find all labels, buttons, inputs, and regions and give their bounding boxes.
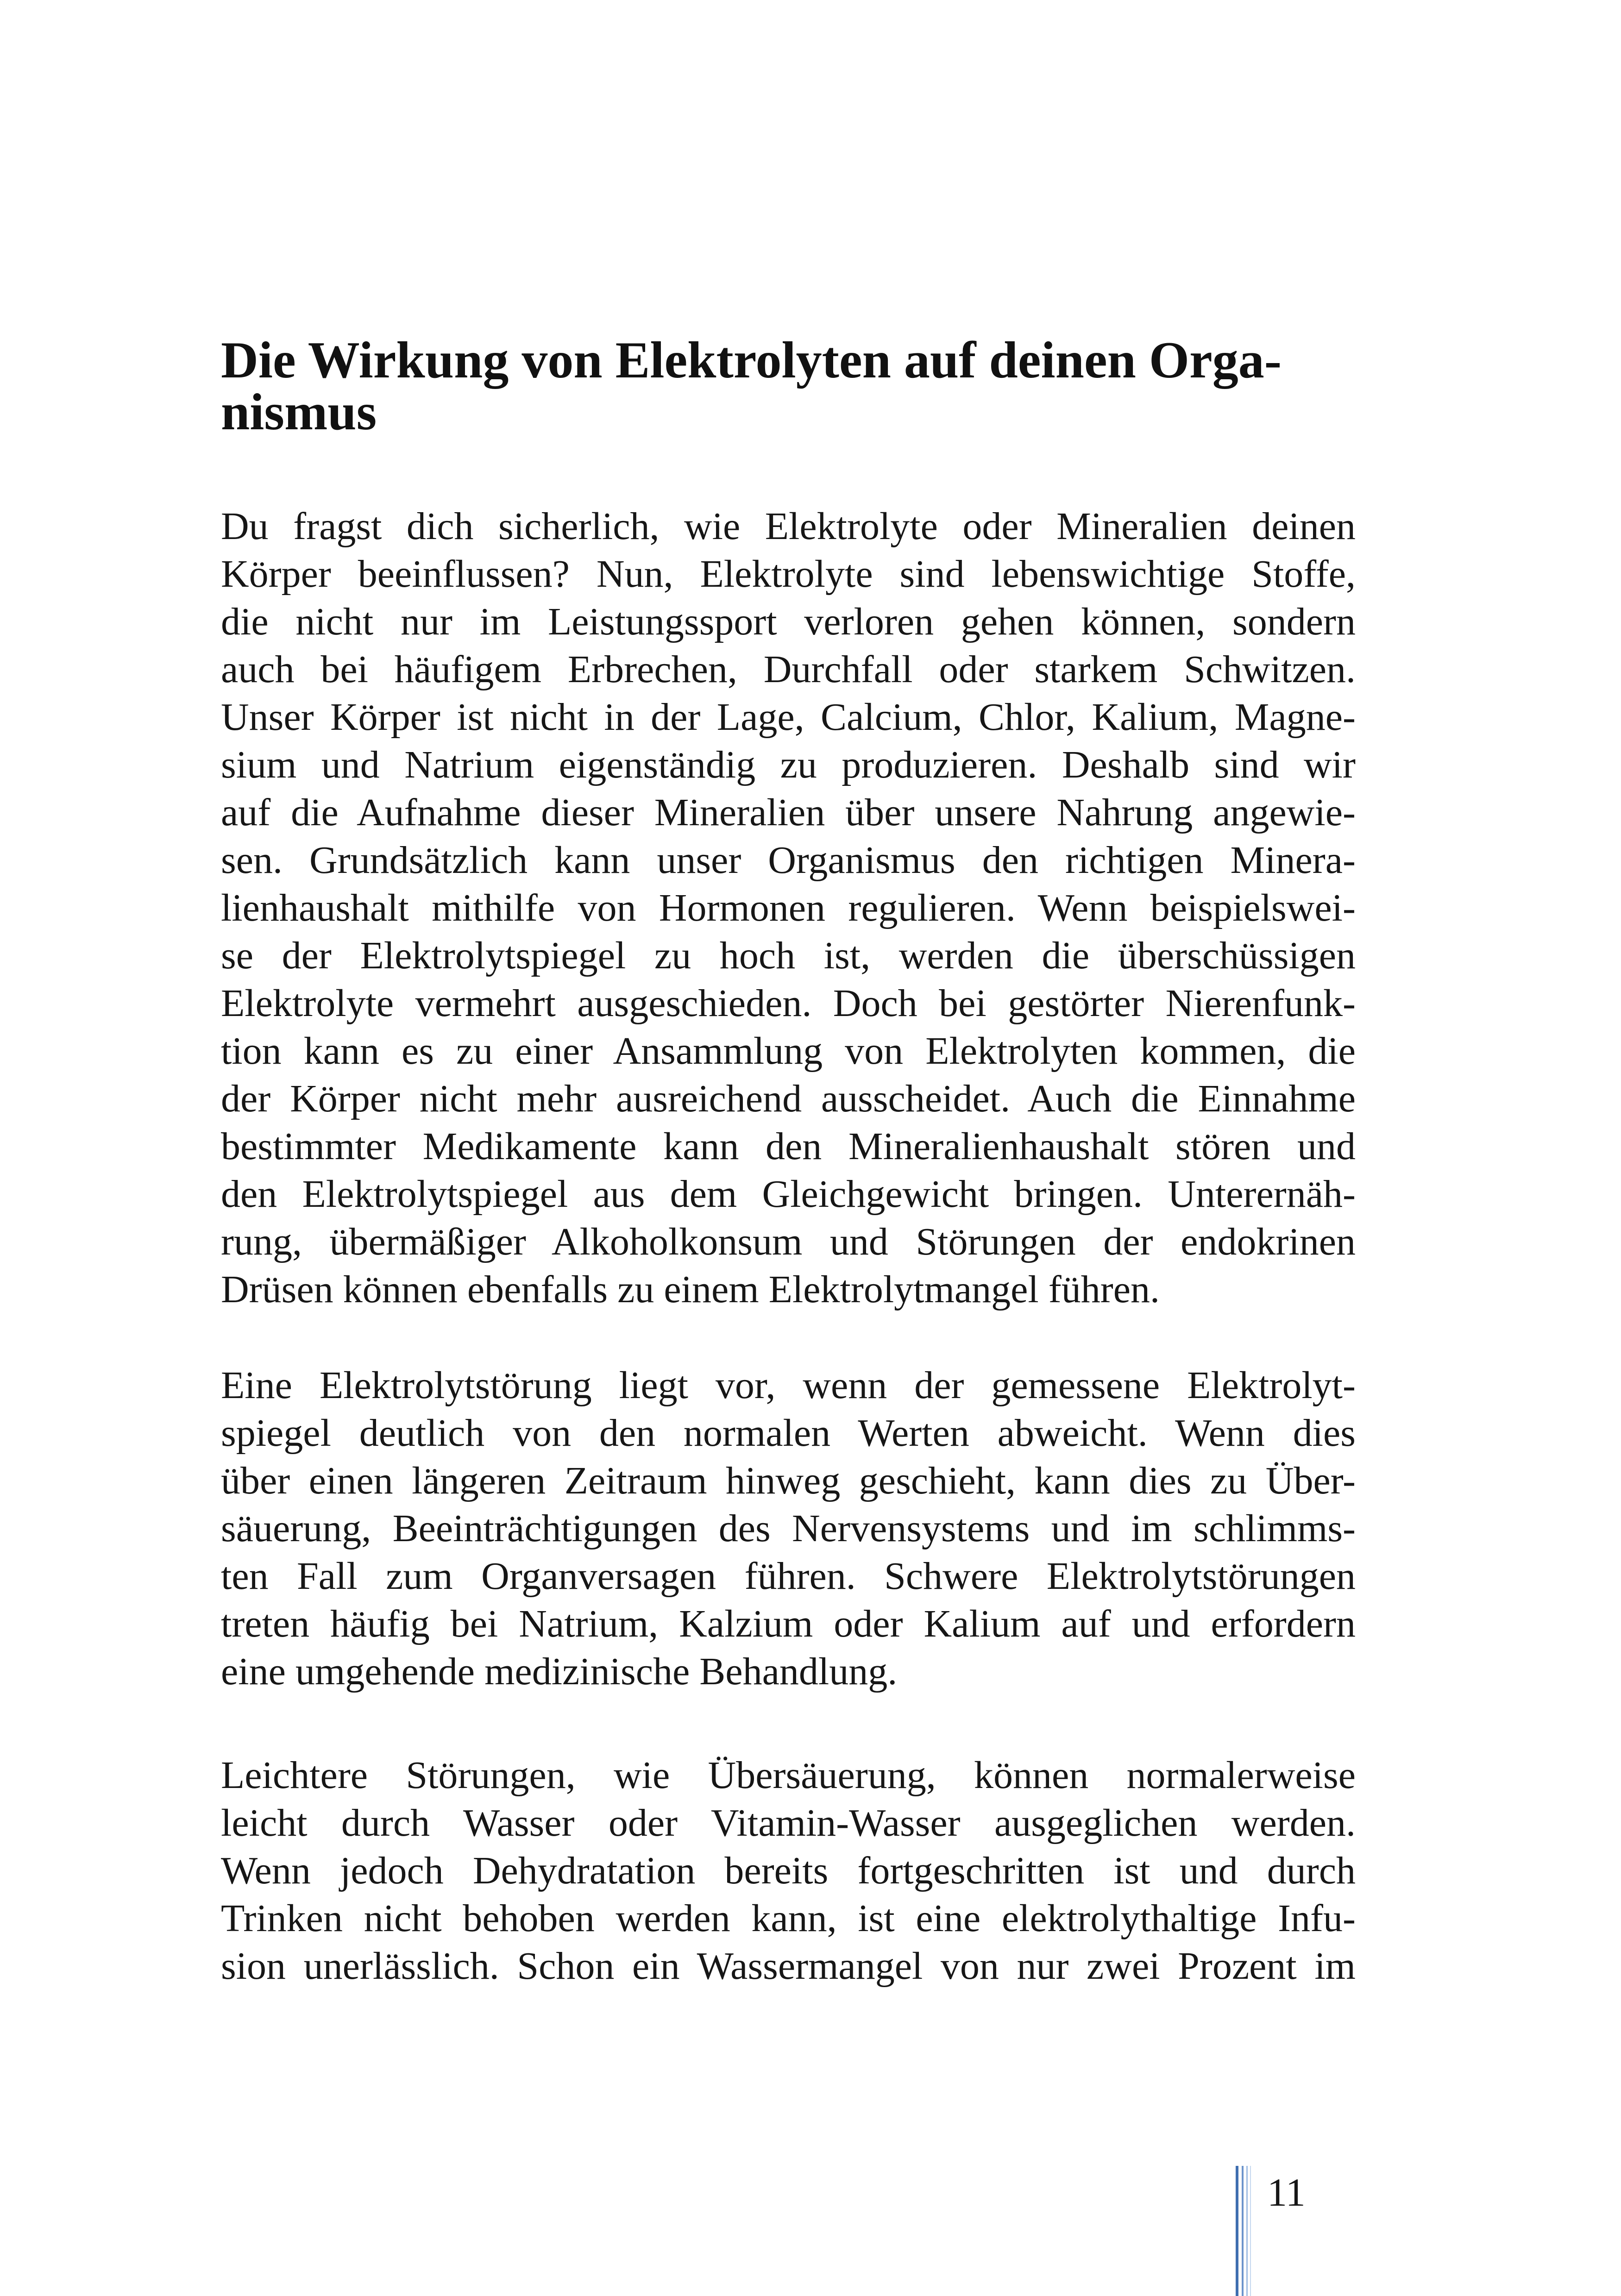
body-text-line: eine umgehende medizinische Behandlung. [221,1650,898,1693]
body-text-line: Eine Elektrolytstörung liegt vor, wenn der gemessene Elektrolyt- [221,1364,1356,1407]
body-text-line: Leichtere Störungen, wie Übersäuerung, können normalerweise [221,1754,1356,1797]
chapter-heading [221,332,1356,441]
paragraph [221,1751,1356,1990]
body-text-line: Körper beeinflussen? Nun, Elektrolyte sind lebenswichtige Stoffe, [221,552,1356,596]
body-text-line: auf die Aufnahme dieser Mineralien über unsere Nahrung angewie- [221,791,1356,834]
body-text-line: treten häufig bei Natrium, Kalzium oder Kalium auf und erfordern [221,1602,1356,1645]
page-number-rule [1246,2166,1248,2296]
body-text-line: Trinken nicht behoben werden kann, ist eine elektrolythaltige Infu- [221,1897,1356,1940]
body-text-line: sen. Grundsätzlich kann unser Organismus den richtigen Minera- [221,839,1356,882]
page-number: 11 [1267,2170,1306,2214]
body-text-line: über einen längeren Zeitraum hinweg geschieht, kann dies zu Über- [221,1459,1356,1502]
body-text-line: sion unerlässlich. Schon ein Wassermangel von nur zwei Prozent im [221,1945,1356,1988]
body-text-line: bestimmter Medikamente kann den Mineralienhaushalt stören und [221,1125,1356,1168]
page-number-rule [1242,2166,1244,2296]
body-text-line: tion kann es zu einer Ansammlung von Elektrolyten kommen, die [221,1029,1356,1073]
body-text-line: leicht durch Wasser oder Vitamin-Wasser ausgeglichen werden. [221,1801,1356,1844]
body-text-line: rung, übermäßiger Alkoholkonsum und Störungen der endokrinen [221,1220,1356,1263]
body-text-line: Wenn jedoch Dehydratation bereits fortgeschritten ist und durch [221,1849,1356,1892]
body-text-line: Du fragst dich sicherlich, wie Elektrolyte oder Mineralien deinen [221,505,1356,548]
body-text-line: Drüsen können ebenfalls zu einem Elektrolytmangel führen. [221,1268,1160,1311]
body-text-line: den Elektrolytspiegel aus dem Gleichgewicht bringen. Unterernäh- [221,1173,1356,1216]
body-text-line: Unser Körper ist nicht in der Lage, Calcium, Chlor, Kalium, Magne- [221,696,1356,739]
page-number-rule [1250,2166,1251,2296]
body-text-line: der Körper nicht mehr ausreichend ausscheidet. Auch die Einnahme [221,1077,1356,1120]
body-text-line: Elektrolyte vermehrt ausgeschieden. Doch bei gestörter Nierenfunk- [221,982,1356,1025]
page-number-rule [1236,2166,1238,2296]
body-text-line: se der Elektrolytspiegel zu hoch ist, werden die überschüssigen [221,934,1356,977]
body-text-line: spiegel deutlich von den normalen Werten abweicht. Wenn dies [221,1411,1356,1455]
body-text-line: säuerung, Beeinträchtigungen des Nervensystems und im schlimms- [221,1507,1356,1550]
heading-line: nismus [221,383,377,441]
paragraph [221,502,1356,1313]
heading-line: Die Wirkung von Elektrolyten auf deinen Orga- [221,332,1282,389]
body-text-line: sium und Natrium eigenständig zu produzieren. Deshalb sind wir [221,743,1356,786]
body-text-line: ten Fall zum Organversagen führen. Schwere Elektrolytstörungen [221,1555,1356,1598]
body-text-line: auch bei häufigem Erbrechen, Durchfall oder starkem Schwitzen. [221,648,1356,691]
paragraph [221,1361,1356,1695]
body-text-line: die nicht nur im Leistungssport verloren gehen können, sondern [221,600,1356,643]
body-text-line: lienhaushalt mithilfe von Hormonen regulieren. Wenn beispielswei- [221,886,1356,929]
